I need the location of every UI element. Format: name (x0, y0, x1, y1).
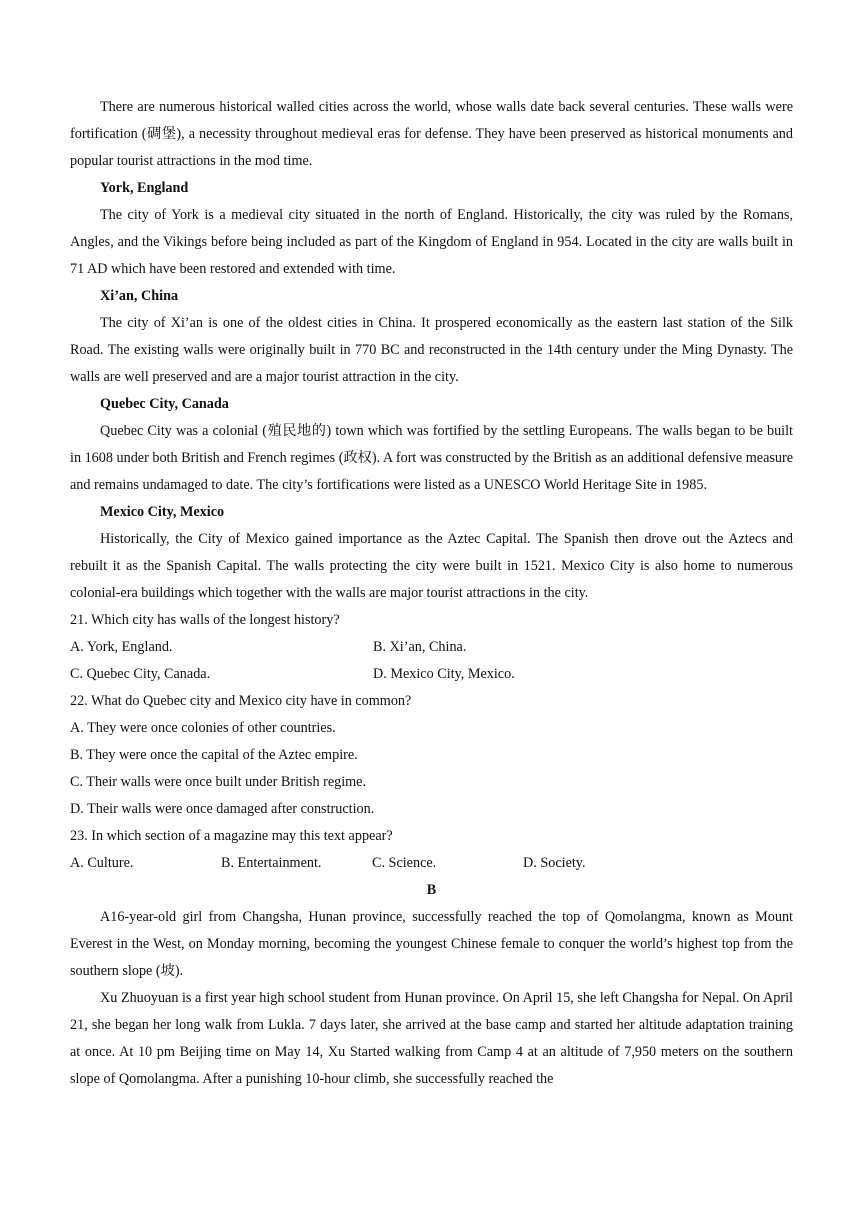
section-text-york: The city of York is a medieval city situated in the north of England. Historically, the city was ruled by the Romans, Angles, and the Vikings before being included as part of the Kingdom of England in 954. Located in the city are walls built in 71 AD which have been restored and extended with time. (70, 207, 793, 277)
passage-b-paragraph-2: Xu Zhuoyuan is a first year high school student from Hunan province. On April 15, she left Changsha for Nepal. On April 21, she began her long walk from Lukla. 7 days later, she arrived at the base camp and started her altitude adaptation training at once. At 10 pm Beijing time on May 14, Xu Started walking from Camp 4 at an altitude of 7,950 meters on the southern slope of Qomolangma. After a punishing 10-hour climb, she successfully reached the (70, 990, 793, 1087)
passage-a-intro: There are numerous historical walled cities across the world, whose walls date back several centuries. These walls were fortification (碉堡), a necessity throughout medieval eras for defense. They have been preserved as historical monuments and popular tourist attractions in the mod time. (70, 99, 793, 169)
section-text-quebec: Quebec City was a colonial (殖民地的) town which was fortified by the settling Europeans. The walls began to be built in 1608 under both British and French regimes (政权). A fort was constructed by the British as an additional defensive measure and remains undamaged to date. The city’s fortifications were listed as a UNESCO World Heritage Site in 1985. (70, 423, 794, 493)
question-21-options-row-2 (70, 661, 793, 688)
question-21-options-row-1 (70, 634, 793, 661)
question-21-option-c: C. Quebec City, Canada. (70, 666, 211, 682)
question-23-option-a: A. Culture. (70, 855, 134, 871)
question-23-stem: 23. In which section of a magazine may this text appear? (70, 828, 393, 844)
section-heading-mexico: Mexico City, Mexico (100, 504, 225, 520)
question-21-option-a: A. York, England. (70, 639, 173, 655)
passage-b-paragraph-1: A16-year-old girl from Changsha, Hunan province, successfully reached the top of Qomolangma, known as Mount Everest in the West, on Monday morning, becoming the youngest Chinese female to conquer the world’s highest top from the southern slope (坡). (70, 909, 793, 979)
question-21-stem: 21. Which city has walls of the longest history? (70, 612, 340, 628)
question-21-option-d: D. Mexico City, Mexico. (373, 666, 515, 682)
question-23-option-b: B. Entertainment. (221, 855, 322, 871)
document-page (70, 94, 793, 1093)
section-heading-quebec: Quebec City, Canada (100, 396, 229, 412)
question-23-option-d: D. Society. (523, 855, 586, 871)
section-heading-xian: Xi’an, China (100, 288, 179, 304)
question-22-stem: 22. What do Quebec city and Mexico city have in common? (70, 693, 412, 709)
question-22-option-b: B. They were once the capital of the Aztec empire. (70, 747, 358, 763)
question-23-option-c: C. Science. (372, 855, 437, 871)
question-22-option-d: D. Their walls were once damaged after construction. (70, 801, 375, 817)
question-22-option-c: C. Their walls were once built under British regime. (70, 774, 367, 790)
section-text-mexico: Historically, the City of Mexico gained importance as the Aztec Capital. The Spanish then drove out the Aztecs and rebuilt it as the Spanish Capital. The walls protecting the city were built in 1521. Mexico City is also home to numerous colonial-era buildings which together with the walls are major tourist attractions in the city. (70, 531, 793, 601)
question-23-options-row (70, 850, 793, 877)
passage-b-label: B (426, 882, 437, 898)
section-text-xian: The city of Xi’an is one of the oldest cities in China. It prospered economically as the eastern last station of the Silk Road. The existing walls were originally built in 770 BC and reconstructed in the 14th century under the Ming Dynasty. The walls are well preserved and are a major tourist attraction in the city. (70, 315, 793, 385)
section-heading-york: York, England (100, 180, 189, 196)
question-22-option-a: A. They were once colonies of other countries. (70, 720, 336, 736)
question-21-option-b: B. Xi’an, China. (373, 639, 467, 655)
